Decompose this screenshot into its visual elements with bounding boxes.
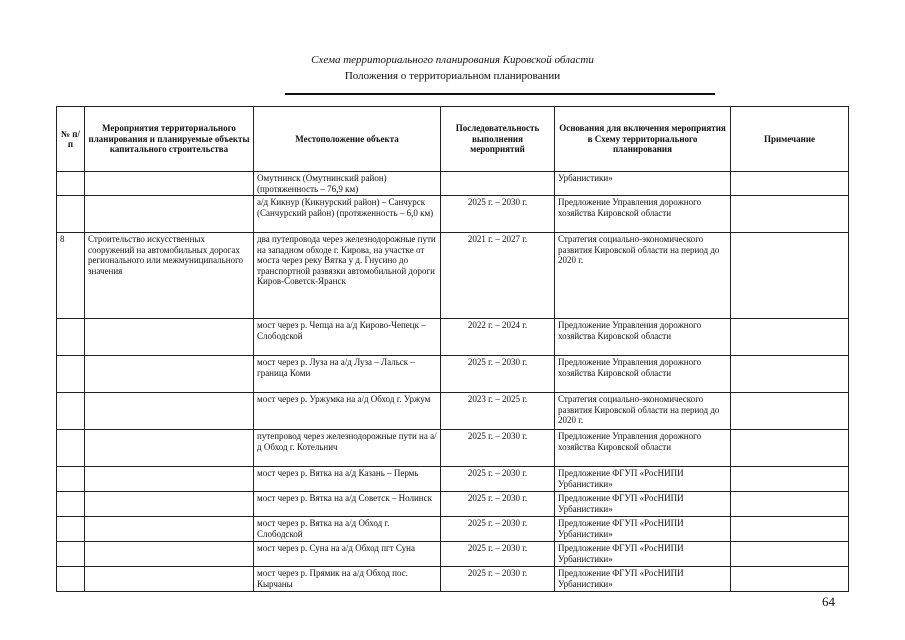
planning-measures-table: [56, 106, 849, 592]
cell-basis: Предложение ФГУП «РосНИПИ Урбанистики»: [555, 542, 731, 567]
column-header-basis: Основания для включения мероприятия в Схему территориального планирования: [555, 107, 731, 172]
cell-note: [731, 492, 849, 517]
column-header-sequence: Последовательность выполнения мероприятий: [441, 107, 555, 172]
cell-measure: [85, 542, 254, 567]
cell-note: [731, 319, 849, 356]
cell-basis: Стратегия социально-экономического развития Кировской области на период до 2020 г.: [555, 233, 731, 319]
cell-measure: [85, 356, 254, 393]
cell-sequence: 2025 г. – 2030 г.: [441, 467, 555, 492]
cell-note: [731, 567, 849, 592]
cell-location: мост через р. Суна на а/д Обход пгт Суна: [254, 542, 441, 567]
cell-measure: [85, 319, 254, 356]
cell-location: мост через р. Чепца на а/д Кирово-Чепецк – Слободской: [254, 319, 441, 356]
table-row: [57, 172, 849, 196]
table-row: [57, 542, 849, 567]
cell-number: [57, 172, 85, 196]
cell-sequence: 2025 г. – 2030 г.: [441, 567, 555, 592]
cell-basis: Предложение Управления дорожного хозяйства Кировской области: [555, 430, 731, 467]
table-row: [57, 567, 849, 592]
cell-location: мост через р. Вятка на а/д Казань – Пермь: [254, 467, 441, 492]
cell-note: [731, 196, 849, 233]
table-row: [57, 393, 849, 430]
cell-basis: Предложение Управления дорожного хозяйства Кировской области: [555, 196, 731, 233]
cell-location: а/д Кикнур (Кикнурский район) – Санчурск (Санчурский район) (протяженность – 6,0 км): [254, 196, 441, 233]
document-subtitle: Положения о территориальном планировании: [344, 70, 561, 82]
table-header-row: [57, 107, 849, 172]
cell-number: [57, 356, 85, 393]
table-row: [57, 356, 849, 393]
cell-number: [57, 319, 85, 356]
cell-location: мост через р. Вятка на а/д Обход г. Слободской: [254, 517, 441, 542]
cell-location: мост через р. Вятка на а/д Советск – Нолинск: [254, 492, 441, 517]
cell-number: 8: [57, 233, 85, 319]
cell-note: [731, 467, 849, 492]
cell-location: мост через р. Луза на а/д Луза – Лальск – граница Коми: [254, 356, 441, 393]
cell-measure: [85, 567, 254, 592]
cell-number: [57, 196, 85, 233]
cell-note: [731, 430, 849, 467]
page-number: 64: [822, 594, 835, 609]
column-header-note: Примечание: [731, 107, 849, 172]
cell-measure: [85, 430, 254, 467]
cell-sequence: 2025 г. – 2030 г.: [441, 356, 555, 393]
cell-number: [57, 430, 85, 467]
table-row: [57, 517, 849, 542]
cell-number: [57, 467, 85, 492]
cell-number: [57, 542, 85, 567]
cell-basis: Предложение ФГУП «РосНИПИ Урбанистики»: [555, 492, 731, 517]
document-title: Схема территориального планирования Кировской области: [311, 54, 594, 66]
cell-measure: [85, 393, 254, 430]
header-divider: [285, 93, 715, 95]
cell-sequence: 2025 г. – 2030 г.: [441, 517, 555, 542]
cell-note: [731, 172, 849, 196]
cell-note: [731, 542, 849, 567]
cell-sequence: 2022 г. – 2024 г.: [441, 319, 555, 356]
column-header-number: № п/п: [57, 107, 85, 172]
cell-basis: Предложение Управления дорожного хозяйства Кировской области: [555, 319, 731, 356]
cell-basis: Предложение ФГУП «РосНИПИ Урбанистики»: [555, 517, 731, 542]
table-row: [57, 467, 849, 492]
cell-note: [731, 356, 849, 393]
cell-basis: Предложение ФГУП «РосНИПИ Урбанистики»: [555, 567, 731, 592]
cell-location: два путепровода через железнодорожные пути на западном обходе г. Кирова, на участке от моста через реку Вятка у д. Гнусино до транспортной развязки автомобильной дороги Киров-Советск-Яранск: [254, 233, 441, 319]
cell-note: [731, 517, 849, 542]
page-header: [0, 54, 905, 83]
table-row: [57, 492, 849, 517]
cell-number: [57, 517, 85, 542]
cell-measure: [85, 517, 254, 542]
cell-number: [57, 492, 85, 517]
cell-note: [731, 393, 849, 430]
cell-sequence: 2023 г. – 2025 г.: [441, 393, 555, 430]
cell-sequence: 2025 г. – 2030 г.: [441, 430, 555, 467]
cell-basis: Предложение ФГУП «РосНИПИ Урбанистики»: [555, 467, 731, 492]
cell-basis: Стратегия социально-экономического развития Кировской области на период до 2020 г.: [555, 393, 731, 430]
cell-number: [57, 393, 85, 430]
table-row: [57, 430, 849, 467]
cell-basis: Предложение Управления дорожного хозяйства Кировской области: [555, 356, 731, 393]
cell-measure: [85, 196, 254, 233]
column-header-measure: Мероприятия территориального планирования и планируемые объекты капитального строительства: [85, 107, 254, 172]
table-row: [57, 196, 849, 233]
cell-sequence: 2025 г. – 2030 г.: [441, 196, 555, 233]
cell-sequence: 2021 г. – 2027 г.: [441, 233, 555, 319]
cell-sequence: 2025 г. – 2030 г.: [441, 492, 555, 517]
cell-measure: Строительство искусственных сооружений на автомобильных дорогах регионального или межмуниципального значения: [85, 233, 254, 319]
cell-location: Омутнинск (Омутнинский район) (протяженность – 76,9 км): [254, 172, 441, 196]
cell-sequence: 2025 г. – 2030 г.: [441, 542, 555, 567]
table-row: [57, 319, 849, 356]
column-header-location: Местоположение объекта: [254, 107, 441, 172]
cell-number: [57, 567, 85, 592]
cell-measure: [85, 172, 254, 196]
cell-note: [731, 233, 849, 319]
cell-location: мост через р. Уржумка на а/д Обход г. Уржум: [254, 393, 441, 430]
table-row: [57, 233, 849, 319]
cell-basis: Урбанистики»: [555, 172, 731, 196]
cell-location: путепровод через железнодорожные пути на а/д Обход г. Котельнич: [254, 430, 441, 467]
cell-location: мост через р. Прямик на а/д Обход пос. Кырчаны: [254, 567, 441, 592]
cell-measure: [85, 492, 254, 517]
cell-measure: [85, 467, 254, 492]
cell-sequence: [441, 172, 555, 196]
